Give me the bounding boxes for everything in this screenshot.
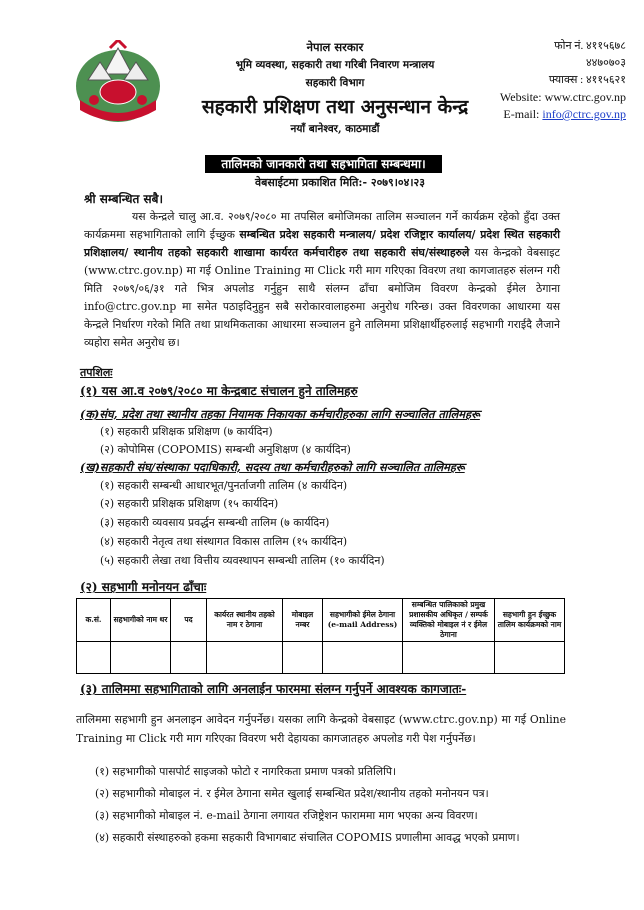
- group-a-item: (२) कोपोमिस (COPOMIS) सम्बन्धी अनुशिक्षण (४ कार्यदिन): [100, 443, 351, 456]
- requirement-item: (२) सहभागीको मोबाइल नं. र ईमेल ठेगाना समेत खुलाई सम्बन्धित प्रदेश/स्थानीय तहको मनोनयन पत्र।: [95, 787, 489, 800]
- requirement-item: (१) सहभागीको पासपोर्ट साइजको फोटो र नागरिकता प्रमाण पत्रको प्रतिलिपि।: [95, 765, 397, 778]
- table-cell: [207, 642, 283, 674]
- column-header: पद: [171, 599, 207, 642]
- phone-label: फोन नं.: [554, 40, 584, 52]
- column-header: सम्बन्धित पालिकाको प्रमुख प्रशासकीय अधिकृत / सम्पर्क व्यक्तिको मोबाइल नं र ईमेल ठेगाना: [403, 599, 495, 642]
- column-header: मोबाइल नम्बर: [283, 599, 323, 642]
- ministry-name: भूमि व्यवस्था, सहकारी तथा गरिबी निवारण मन्त्रालय: [235, 59, 435, 71]
- details-label: तपशिलः: [80, 366, 113, 379]
- table-cell: [403, 642, 495, 674]
- notice-body-part-b: यस केन्द्रको वेबसाइट (www.ctrc.gov.np) मा गई Online Training मा Click गरी माग गरिएका विवरण तथा कागजातहरु संलग्न गरी मिति २०७९/०६/३१ गते भित्र अपलोड गर्नुहुन साथै संलग्न ढाँचा बमोजिम विवरण केन्द्रको ईमेल ठेगाना info@ctrc.gov.np मा समेत पठाइदिनुहुन सबै सरोकारवालाहरुमा अनुरोध गरिन्छ। उक्त विवरणका आधारमा यस केन्द्रले निर्धारण गरेको मिति तथा प्राथमिकताका आधारमा सञ्चालन हुने तालिममा प्रशिक्षार्थीहरुलाई सहभागी गराईदै लैजाने व्यहोरा समेत अनुरोध छ।: [84, 246, 560, 349]
- table-cell: [495, 642, 565, 674]
- email-label: E-mail:: [503, 107, 540, 121]
- center-name: सहकारी प्रशिक्षण तथा अनुसन्धान केन्द्र: [201, 96, 469, 118]
- group-b-item: (३) सहकारी व्यवसाय प्रवर्द्धन सम्बन्धी तालिम (७ कार्यदिन): [100, 516, 330, 529]
- table-cell: [171, 642, 207, 674]
- salutation: श्री सम्बन्धित सबै।: [84, 192, 163, 206]
- department-name: सहकारी विभाग: [305, 77, 365, 89]
- phone-line: [476, 38, 626, 55]
- fax-line: [476, 72, 626, 89]
- header-center: [175, 38, 495, 138]
- notice-title: तालिमको जानकारी तथा सहभागिता सम्बन्धमा।: [205, 155, 442, 173]
- website-label: Website:: [499, 90, 542, 104]
- group-a-item: (१) सहकारी प्रशिक्षक प्रशिक्षण (७ कार्यदिन): [100, 425, 273, 438]
- column-header: सहभागी हुन ईच्छुक तालिम कार्यक्रमको नाम: [495, 599, 565, 642]
- section1-heading: (१) यस आ.व २०७९/२०८० मा केन्द्रबाट संचालन हुने तालिमहरु: [80, 384, 358, 398]
- section3-intro: तालिममा सहभागी हुन अनलाइन आवेदन गर्नुपर्नेछ। यसका लागि केन्द्रको वेबसाइट (www.ctrc.gov.np) मा गई Online Training मा Click गरी माग गरिएका विवरण भरी देहायका कागजातहरु अपलोड गरी पेश गर्नुपर्नेछ।: [76, 713, 566, 745]
- column-header: क.सं.: [77, 599, 111, 642]
- table-cell: [77, 642, 111, 674]
- email-line: [476, 106, 626, 123]
- center-address: नयाँ बानेश्वर, काठमाडौं: [290, 123, 380, 135]
- website-link[interactable]: www.ctrc.gov.np: [544, 90, 626, 104]
- government-name: नेपाल सरकार: [306, 40, 364, 54]
- table-header-row: [77, 599, 565, 642]
- group-b-item: (१) सहकारी सम्बन्धी आधारभूत/पुनर्ताजगी तालिम (४ कार्यदिन): [100, 479, 348, 492]
- section2-heading: (२) सहभागी मनोनयन ढाँचाः: [80, 580, 207, 594]
- fax-number: ४११५६२१: [585, 74, 626, 86]
- nomination-table: [76, 598, 565, 674]
- table-cell: [111, 642, 171, 674]
- column-header: कार्यरत स्थानीय तहको नाम र ठेगाना: [207, 599, 283, 642]
- group-b-item: (५) सहकारी लेखा तथा वित्तीय व्यवस्थापन सम्बन्धी तालिम (१० कार्यदिन): [100, 554, 385, 567]
- website-line: [476, 89, 626, 106]
- table-row: [77, 642, 565, 674]
- group-b-heading: (ख)सहकारी संघ/संस्थाका पदाधिकारी, सदस्य तथा कर्मचारीहरुको लागि सञ्चालित तालिमहरू: [80, 460, 465, 474]
- column-header: सहभागीको नाम थर: [111, 599, 171, 642]
- nepal-emblem-icon: [70, 40, 166, 126]
- notice-body: [84, 208, 560, 352]
- group-b-item: (४) सहकारी नेतृत्व तथा संस्थागत विकास तालिम (१५ कार्यदिन): [100, 535, 348, 548]
- group-b-item: (२) सहकारी प्रशिक्षक प्रशिक्षण (१५ कार्यदिन): [100, 497, 279, 510]
- section3-heading: (३) तालिममा सहभागिताको लागि अनलाईन फारममा संलग्न गर्नुपर्ने आवश्यक कागजातः-: [80, 682, 467, 696]
- phone-number-1: ४११५६७८: [585, 40, 626, 52]
- phone-number-2: ४४७०७०३: [585, 57, 626, 69]
- fax-label: फ्याक्स :: [548, 74, 584, 86]
- column-header: सहभागीको ईमेल ठेगाना (e-mail Address): [323, 599, 403, 642]
- email-link[interactable]: info@ctrc.gov.np: [542, 107, 626, 121]
- published-date: वेबसाईटमा प्रकाशित मिति:- २०७९।०४।२३: [255, 176, 425, 189]
- group-a-heading: (क)संघ, प्रदेश तथा स्थानीय तहका नियामक निकायका कर्मचारीहरुका लागि सञ्चालित तालिमहरू: [80, 407, 480, 421]
- table-cell: [323, 642, 403, 674]
- contact-block: [476, 38, 626, 123]
- notice-body-bold: सम्बन्धित प्रदेश सहकारी मन्त्रालय/ प्रदेश रजिष्ट्रार कार्यालय/ प्रदेश स्थित सहकारी प्रशिक्षालय/ स्थानीय तहको सहकारी शाखामा कार्यरत कर्मचारीहरु तथा सहकारी संघ/संस्थाहरुले: [84, 228, 560, 259]
- notice-body-part-a: यस केन्द्रले चालु आ.व. २०७९/२०८० मा तपसिल बमोजिमका तालिम सञ्चालन गर्ने कार्यक्रम रहेको हुँदा उक्त कार्यक्रममा सहभागिताको लागि ईच्छुक: [84, 210, 560, 241]
- requirement-item: (३) सहभागीको मोबाइल नं. e-mail ठेगाना लगायत रजिष्ट्रेशन फाराममा माग भएका अन्य विवरण।: [95, 809, 478, 822]
- requirement-item: (४) सहकारी संस्थाहरुको हकमा सहकारी विभागबाट संचालित COPOMIS प्रणालीमा आवद्ध भएको प्रमाण।: [95, 831, 520, 844]
- table-cell: [283, 642, 323, 674]
